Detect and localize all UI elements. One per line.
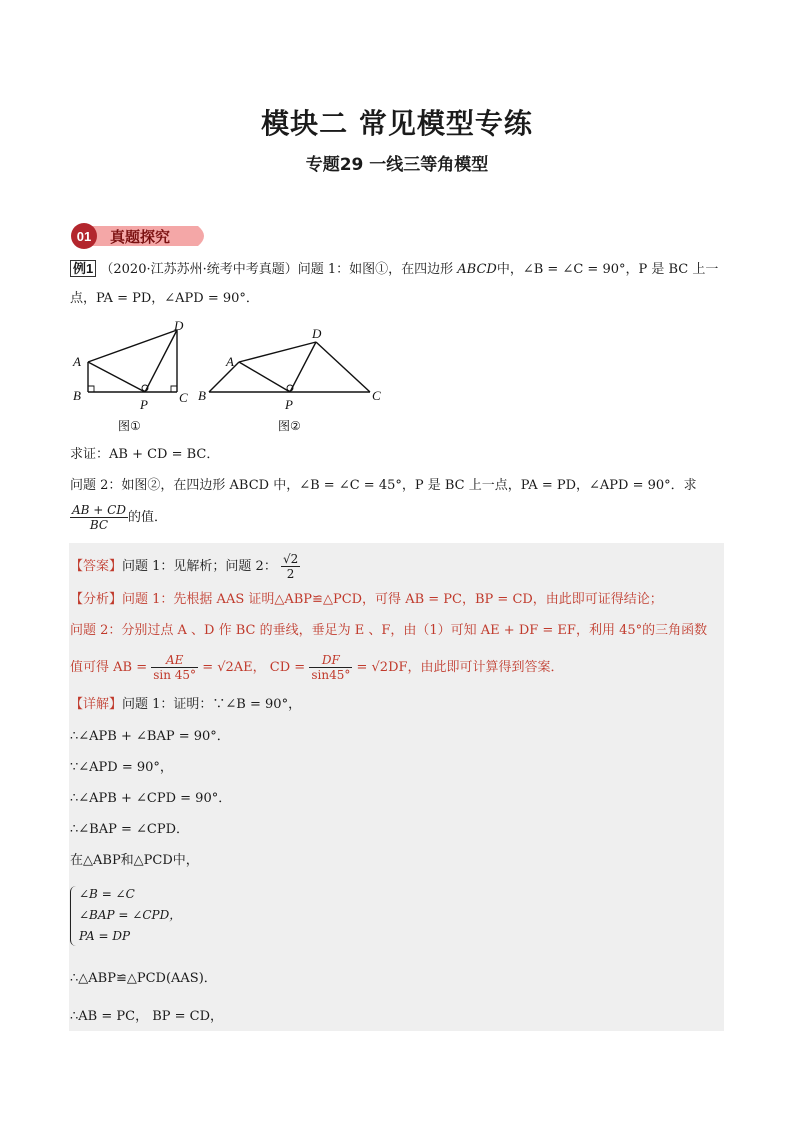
section-badge bbox=[70, 222, 210, 250]
fig1-label-p: P bbox=[140, 397, 148, 412]
analysis-3c: = √2DF，由此即可计算得到答案． bbox=[356, 660, 564, 675]
example-label: 例1 bbox=[70, 260, 96, 277]
fig2-label-b: B bbox=[198, 388, 206, 403]
brace-glyph bbox=[70, 886, 77, 946]
question-2: 问题 2：如图②，在四边形 ABCD 中，∠B = ∠C = 45°，P 是 BC 上一点，PA = PD，∠APD = 90°．求 bbox=[70, 478, 697, 493]
equation-system bbox=[70, 884, 181, 947]
fig1-caption: 图① bbox=[118, 419, 141, 433]
analysis-line-3 bbox=[70, 653, 564, 682]
example-line-2: 点，PA = PD，∠APD = 90°． bbox=[70, 291, 259, 306]
fig2-label-p: P bbox=[285, 397, 293, 412]
answer-fraction bbox=[281, 552, 300, 581]
fig2-label-a: A bbox=[226, 354, 234, 369]
answer-line bbox=[70, 552, 300, 581]
conclusion-1: ∴△ABP≌△PCD(AAS)． bbox=[70, 971, 217, 986]
analysis-tag: 【分析】 bbox=[70, 592, 123, 607]
fig1-label-c: C bbox=[179, 390, 188, 405]
answer-text: 问题 1：见解析；问题 2： bbox=[122, 559, 277, 574]
solution-box bbox=[69, 543, 724, 1031]
analysis-line-1 bbox=[70, 589, 663, 611]
system-line-2: ∠BAP = ∠CPD， bbox=[79, 908, 182, 922]
analysis-line-2: 问题 2：分别过点 A 、D 作 BC 的垂线，垂足为 E 、F，由（1）可知 AE + DF = EF，利用 45°的三角函数 bbox=[70, 623, 708, 638]
q2-end: 的值． bbox=[127, 510, 167, 525]
section-badge-label: 真题探究 bbox=[109, 228, 171, 246]
question-2-fraction-line bbox=[70, 503, 167, 532]
analysis-frac-2-den: sin45° bbox=[311, 668, 351, 682]
analysis-frac-2 bbox=[309, 653, 352, 682]
quad-name: ABCD bbox=[457, 262, 497, 277]
detail-step-3: ∴∠APB + ∠CPD = 90°． bbox=[70, 791, 232, 806]
fig2-label-d: D bbox=[312, 326, 322, 341]
analysis-text-1: 问题 1：先根据 AAS 证明△ABP≌△PCD，可得 AB = PC，BP = CD，由此即可证得结论； bbox=[122, 592, 663, 607]
fig1-label-a: A bbox=[73, 354, 81, 369]
conclusion-2: ∴AB = PC， BP = CD， bbox=[70, 1009, 224, 1024]
example-q1-rest: 中，∠B = ∠C = 90°，P 是 BC 上一 bbox=[496, 262, 719, 277]
system-line-1: ∠B = ∠C bbox=[79, 887, 135, 901]
fig2-caption: 图② bbox=[278, 419, 301, 433]
example-line-1 bbox=[70, 258, 718, 281]
page-title: 模块二 常见模型专练 bbox=[261, 107, 533, 140]
system-line-3: PA = DP bbox=[79, 929, 131, 943]
detail-step-2: ∵∠APD = 90°， bbox=[70, 760, 173, 775]
fig1-label-d: D bbox=[174, 318, 184, 333]
analysis-3b: = √2AE， CD = bbox=[202, 660, 306, 675]
analysis-frac-1-num: AE bbox=[151, 653, 198, 668]
fig2-label-c: C bbox=[372, 388, 381, 403]
answer-frac-den: 2 bbox=[286, 567, 295, 581]
detail-step-5: 在△ABP和△PCD中， bbox=[70, 853, 199, 868]
fig1-label-b: B bbox=[73, 388, 81, 403]
analysis-frac-2-num: DF bbox=[309, 653, 352, 668]
answer-frac-num: √2 bbox=[282, 552, 299, 566]
figure-1 bbox=[88, 330, 177, 392]
answer-tag: 【答案】 bbox=[70, 559, 123, 574]
detail-step-1: ∴∠APB + ∠BAP = 90°． bbox=[70, 729, 230, 744]
analysis-frac-1-den: sin 45° bbox=[153, 668, 197, 682]
figures bbox=[70, 316, 390, 442]
analysis-3a: 值可得 AB = bbox=[70, 660, 148, 675]
detail-intro: 问题 1：证明：∵∠B = 90°， bbox=[122, 697, 302, 712]
page-subtitle: 专题29 一线三等角模型 bbox=[305, 155, 489, 175]
q2-fraction-num: AB + CD bbox=[72, 503, 126, 517]
section-badge-number: 01 bbox=[76, 229, 92, 244]
example-source: （2020·江苏苏州·统考中考真题）问题 1：如图①，在四边形 bbox=[100, 262, 454, 277]
q2-fraction-den: BC bbox=[89, 518, 109, 532]
analysis-frac-1 bbox=[151, 653, 198, 682]
detail-line bbox=[70, 694, 301, 716]
detail-tag: 【详解】 bbox=[70, 697, 123, 712]
prove-statement: 求证：AB + CD = BC． bbox=[70, 447, 220, 462]
detail-step-4: ∴∠BAP = ∠CPD． bbox=[70, 822, 190, 837]
q2-fraction bbox=[70, 503, 128, 532]
